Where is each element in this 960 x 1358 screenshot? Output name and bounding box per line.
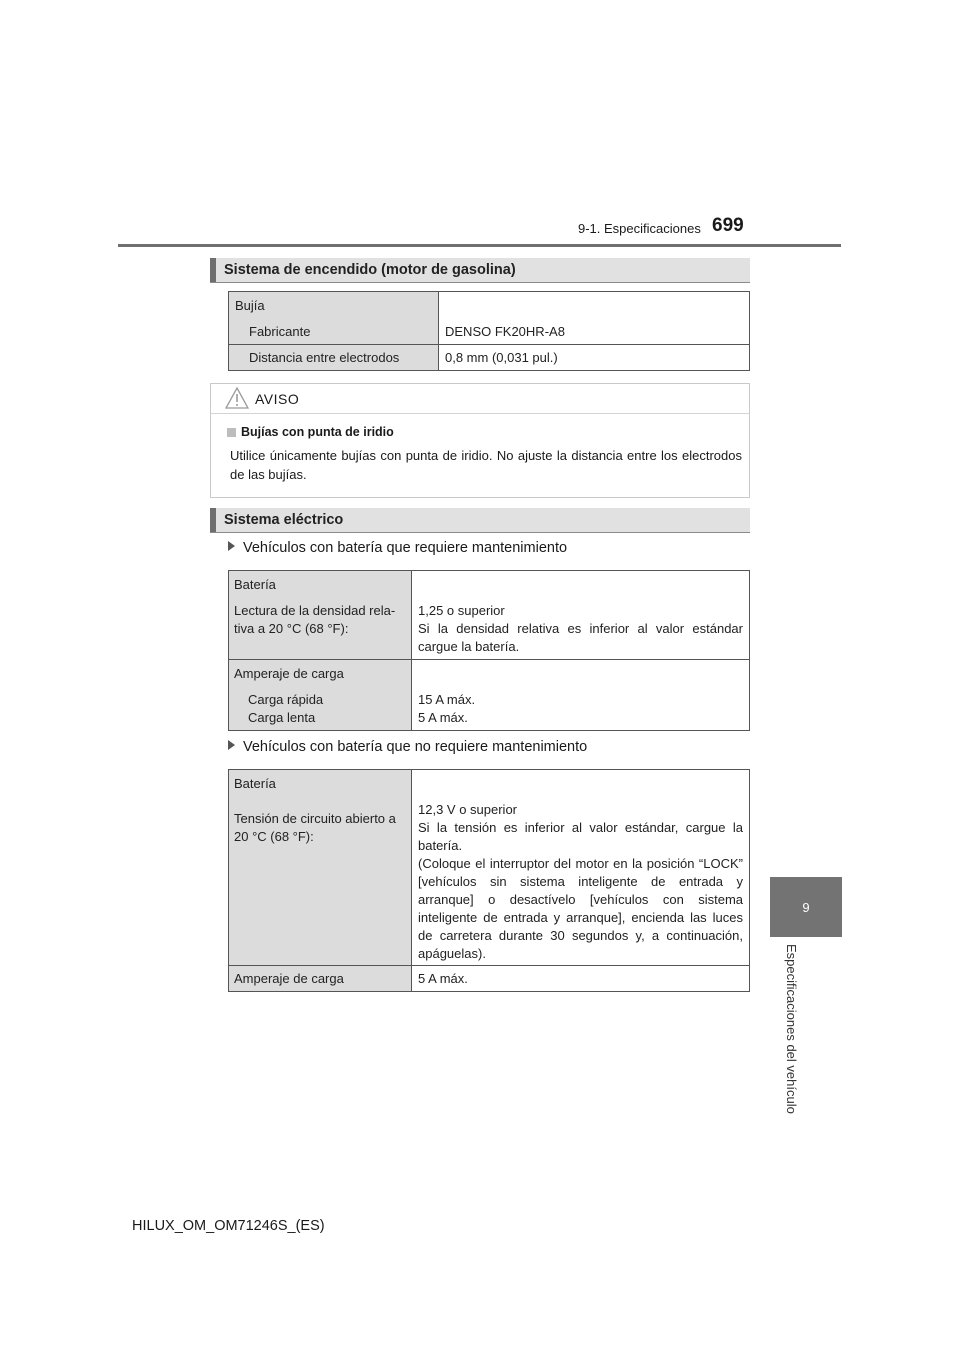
table-label-cell <box>229 966 412 992</box>
electrical-section-title: Sistema eléctrico <box>224 512 344 528</box>
warning-triangle-icon <box>225 387 249 409</box>
slow-charge-value: 5 A máx. <box>418 710 468 725</box>
voltage-label-line2: 20 °C (68 °F): <box>234 829 314 844</box>
maintenance-battery-bullet <box>228 540 567 556</box>
warning-header <box>211 384 749 414</box>
density-value-line1: 1,25 o superior <box>418 603 505 618</box>
maintenance-battery-text: Vehículos con batería que requiere mantenimiento <box>243 540 568 556</box>
charge-value: 5 A máx. <box>418 971 468 986</box>
triangle-bullet-icon <box>228 740 235 750</box>
manufacturer-value: DENSO FK20HR-A8 <box>445 324 565 339</box>
density-label-line2: tiva a 20 °C (68 °F): <box>234 621 349 636</box>
table-value-cell <box>412 966 750 992</box>
section-header-bar <box>210 258 216 282</box>
ignition-table <box>228 291 750 371</box>
page-number: 699 <box>712 215 744 236</box>
battery-label: Batería <box>234 776 276 791</box>
spark-plug-label: Bujía <box>235 298 265 313</box>
voltage-value-line1: 12,3 V o superior <box>418 802 518 817</box>
maintenance-battery-table <box>228 570 750 731</box>
battery-label: Batería <box>234 577 276 592</box>
voltage-value-line2: Si la tensión es inferior al valor estándar, cargue la batería. <box>418 820 743 853</box>
chapter-label <box>774 944 808 1124</box>
header-section-title: 9-1. Especificaciones <box>578 221 701 236</box>
maintenance-free-battery-table <box>228 769 750 992</box>
electrical-section-header <box>210 508 750 533</box>
maintenance-free-battery-bullet <box>228 739 587 755</box>
density-label-line1: Lectura de la densidad rela- <box>234 603 396 618</box>
slow-charge-label: Carga lenta <box>248 710 316 725</box>
chapter-tab <box>770 877 842 937</box>
table-label-cell <box>229 345 439 371</box>
table-value-cell <box>439 345 750 371</box>
quick-charge-label: Carga rápida <box>248 692 324 707</box>
table-row <box>229 770 750 966</box>
charge-amp-label: Amperaje de carga <box>234 666 344 681</box>
table-row <box>229 966 750 992</box>
voltage-label-line1: Tensión de circuito abierto a <box>234 811 396 826</box>
warning-heading: Bujías con punta de iridio <box>241 425 394 439</box>
ignition-section-header <box>210 258 750 283</box>
table-value-cell <box>439 292 750 345</box>
chapter-number: 9 <box>802 899 810 915</box>
document-code: HILUX_OM_OM71246S_(ES) <box>132 1218 325 1234</box>
table-label-cell <box>229 770 412 966</box>
table-value-cell <box>412 571 750 660</box>
table-row <box>229 571 750 660</box>
table-row <box>229 345 750 371</box>
table-label-cell <box>229 571 412 660</box>
chapter-label-text: Especificaciones del vehículo <box>784 944 799 1114</box>
charge-amp-label: Amperaje de carga <box>234 971 344 986</box>
triangle-bullet-icon <box>228 541 235 551</box>
table-row <box>229 292 750 345</box>
maintenance-free-battery-text: Vehículos con batería que no requiere mantenimiento <box>243 739 588 755</box>
quick-charge-value: 15 A máx. <box>418 692 476 707</box>
section-header-bar <box>210 508 216 532</box>
ignition-section-title: Sistema de encendido (motor de gasolina) <box>224 262 516 278</box>
header-rule <box>118 244 841 247</box>
table-value-cell <box>412 660 750 731</box>
voltage-value-line3: (Coloque el interruptor del motor en la posición “LOCK” [vehículos sin sistema inteligente de entrada y arranque] o desactívelo [vehículos con sistema inteligente de entrada y arranque], encienda las luces de carretera durante 30 segundos y, a continuación, apáguelas). <box>418 856 743 961</box>
warning-text: Utilice únicamente bujías con punta de iridio. No ajuste la distancia entre los electrodos de las bujías. <box>230 448 742 482</box>
warning-title: AVISO <box>255 391 300 407</box>
table-value-cell <box>412 770 750 966</box>
square-bullet-icon <box>227 428 236 437</box>
density-value-line2: Si la densidad relativa es inferior al valor estándar cargue la batería. <box>418 621 743 654</box>
table-row <box>229 660 750 731</box>
gap-label: Distancia entre electrodos <box>249 350 400 365</box>
warning-box <box>210 383 750 498</box>
table-label-cell <box>229 660 412 731</box>
table-label-cell <box>229 292 439 345</box>
gap-value: 0,8 mm (0,031 pul.) <box>445 350 558 365</box>
manufacturer-label: Fabricante <box>249 324 311 339</box>
